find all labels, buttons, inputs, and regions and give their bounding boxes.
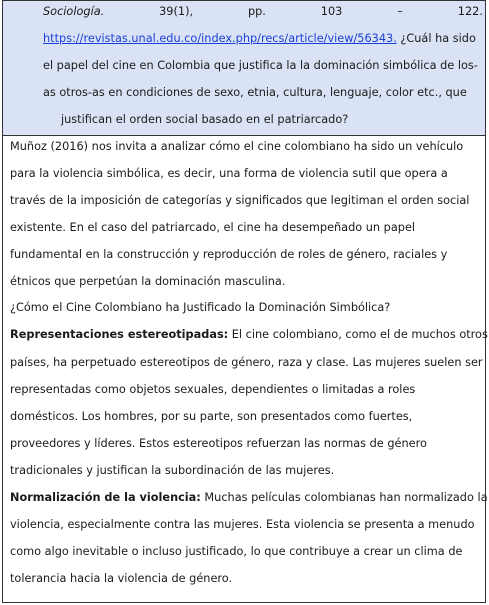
paragraph-line: domésticos. Los hombres, por su parte, son presentados como fuertes, xyxy=(10,410,413,423)
paragraph-line: proveedores y líderes. Estos estereotipos refuerzan las normas de género xyxy=(10,437,427,450)
reference-line: as otros-as en condiciones de sexo, etnia, cultura, lenguaje, color etc., que xyxy=(43,86,467,99)
paragraph-line: como algo inevitable o incluso justificado, lo que contribuye a crear un clima de xyxy=(10,545,463,558)
paragraph-line: para la violencia simbólica, es decir, una forma de violencia sutil que opera a xyxy=(10,167,448,180)
start-page: 103 xyxy=(320,5,343,18)
paragraph-line: tolerancia hacia la violencia de género. xyxy=(10,572,233,585)
section1-first-line xyxy=(10,328,488,342)
paragraph-line: violencia, especialmente contra las mujeres. Esta violencia se presenta a menudo xyxy=(10,518,475,531)
reference-cell xyxy=(3,1,485,136)
paragraph-line: existente. En el caso del patriarcado, el cine ha desempeñado un papel xyxy=(10,221,416,234)
reference-line: el papel del cine en Colombia que justifica la la dominación simbólica de los- xyxy=(43,59,478,72)
section1-text: El cine colombiano, como el de muchos otros xyxy=(228,328,488,341)
document-table xyxy=(2,0,486,603)
reference-url-line xyxy=(43,32,483,46)
paragraph-line: fundamental en la construcción y reproducción de roles de género, raciales y xyxy=(10,248,448,261)
pages-label: pp. xyxy=(247,5,266,18)
paragraph-line: étnicos que perpetúan la dominación masculina. xyxy=(10,275,286,288)
section2-heading: Normalización de la violencia: xyxy=(10,491,201,504)
reference-line: justifican el orden social basado en el patriarcado? xyxy=(61,113,349,126)
end-page: 122. xyxy=(457,5,483,18)
paragraph-line: representadas como objetos sexuales, dependientes o limitadas a roles xyxy=(10,383,416,396)
page-dash: – xyxy=(397,5,403,18)
paragraph-line: tradicionales y justifican la subordinación de las mujeres. xyxy=(10,464,335,477)
paragraph-line: través de la imposición de categorías y significados que legitiman el orden social xyxy=(10,194,470,207)
journal-volume: 39(1), xyxy=(159,5,194,18)
section1-heading: Representaciones estereotipadas: xyxy=(10,328,229,341)
reference-citation-line xyxy=(43,5,483,19)
section2-text: Muchas películas colombianas han normalizado la xyxy=(200,491,488,504)
question-start: ¿Cuál ha sido xyxy=(396,32,476,45)
journal-name: Sociología. xyxy=(43,5,105,18)
paragraph-line: Muñoz (2016) nos invita a analizar cómo el cine colombiano ha sido un vehículo xyxy=(10,140,464,153)
paragraph-line: países, ha perpetuado estereotipos de género, raza y clase. Las mujeres suelen ser xyxy=(10,356,483,369)
section-question: ¿Cómo el Cine Colombiano ha Justificado la Dominación Simbólica? xyxy=(10,301,391,314)
section2-first-line xyxy=(10,491,488,505)
article-link[interactable]: https://revistas.unal.edu.co/index.php/recs/article/view/56343. xyxy=(43,32,397,45)
